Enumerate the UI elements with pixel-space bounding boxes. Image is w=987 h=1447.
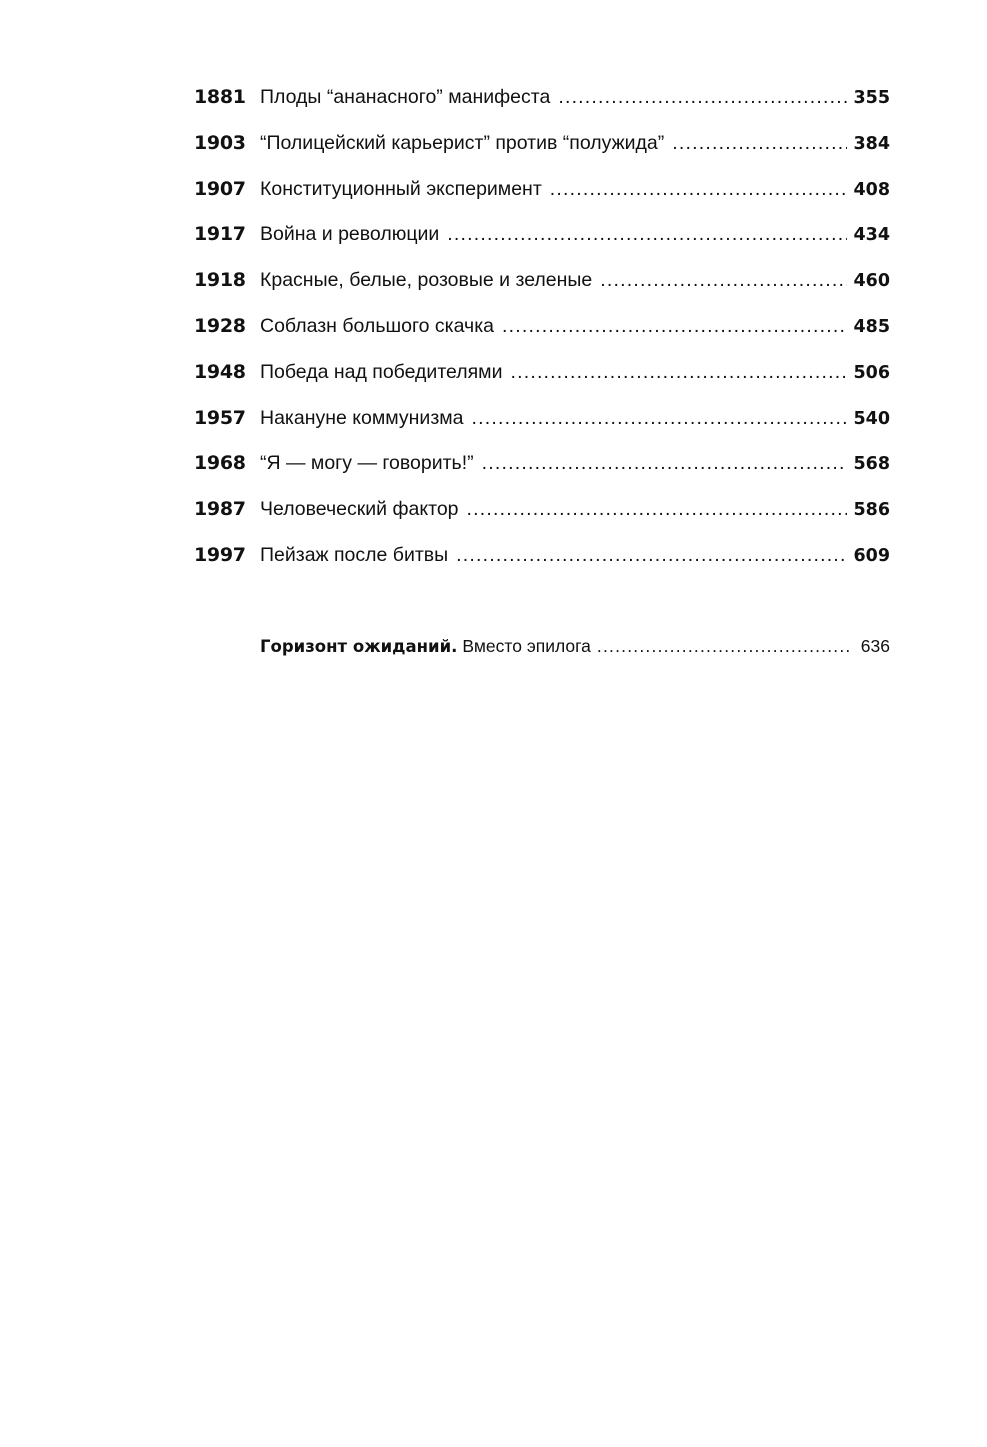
toc-entry	[194, 265, 890, 311]
entry-year: 1917	[194, 223, 246, 246]
entry-page: 568	[853, 454, 890, 475]
dot-leader	[472, 403, 848, 433]
entry-page: 355	[853, 88, 890, 108]
epilogue-title: Горизонт ожиданий.	[260, 637, 458, 656]
dot-leader	[502, 311, 847, 341]
entry-title: Пейзаж после битвы	[260, 543, 449, 566]
entry-page: 506	[853, 362, 890, 383]
dot-leader	[456, 540, 847, 570]
dot-leader	[550, 174, 848, 204]
entry-year: 1957	[194, 406, 246, 429]
toc-entry	[194, 128, 890, 174]
entry-year: 1903	[194, 131, 246, 154]
entry-title: Человеческий фактор	[260, 498, 459, 521]
entry-title: Красные, белые, розовые и зеленые	[260, 269, 593, 292]
toc-entry	[194, 311, 890, 357]
dot-leader	[447, 219, 847, 249]
entry-page: 609	[853, 545, 890, 566]
toc-entry	[194, 82, 890, 128]
table-of-contents	[194, 82, 890, 586]
entry-year: 1881	[194, 86, 246, 108]
entry-title: Накануне коммунизма	[260, 406, 464, 429]
entry-title: Соблазн большого скачка	[260, 314, 494, 337]
entry-title: “Я — могу — говорить!”	[260, 452, 474, 475]
dot-leader	[672, 128, 847, 158]
dot-leader	[510, 357, 847, 387]
entry-year: 1948	[194, 360, 246, 383]
entry-year: 1907	[194, 177, 246, 200]
dot-leader	[467, 494, 848, 524]
entry-year: 1918	[194, 269, 246, 292]
entry-page: 586	[853, 500, 890, 521]
dot-leader	[600, 265, 847, 295]
entry-title: Война и революции	[260, 223, 440, 246]
epilogue-subtitle: Вместо эпилога	[462, 636, 591, 656]
entry-title: “Полицейский карьерист” против “полужида”	[260, 131, 665, 154]
entry-page: 460	[853, 271, 890, 292]
entry-page: 434	[853, 225, 890, 246]
entry-page: 540	[853, 408, 890, 429]
entry-page: 384	[853, 133, 890, 154]
toc-entry	[194, 540, 890, 586]
entry-year: 1968	[194, 452, 246, 475]
entry-title: Конституционный эксперимент	[260, 177, 542, 200]
entry-page: 485	[853, 316, 890, 337]
toc-entry	[194, 448, 890, 494]
entry-title: Победа над победителями	[260, 360, 503, 383]
toc-entry	[194, 357, 890, 403]
dot-leader	[558, 82, 847, 112]
entry-title: Плоды “ананасного” манифеста	[260, 86, 551, 108]
entry-year: 1987	[194, 498, 246, 521]
dot-leader	[597, 632, 851, 660]
entry-page: 408	[853, 179, 890, 200]
entry-year: 1997	[194, 543, 246, 566]
toc-entry	[194, 219, 890, 265]
dot-leader	[482, 448, 848, 478]
entry-year: 1928	[194, 314, 246, 337]
toc-entry	[194, 403, 890, 449]
toc-entry	[194, 494, 890, 540]
epilogue-entry	[260, 632, 890, 661]
toc-entry	[194, 174, 890, 220]
epilogue-page: 636	[860, 636, 890, 656]
